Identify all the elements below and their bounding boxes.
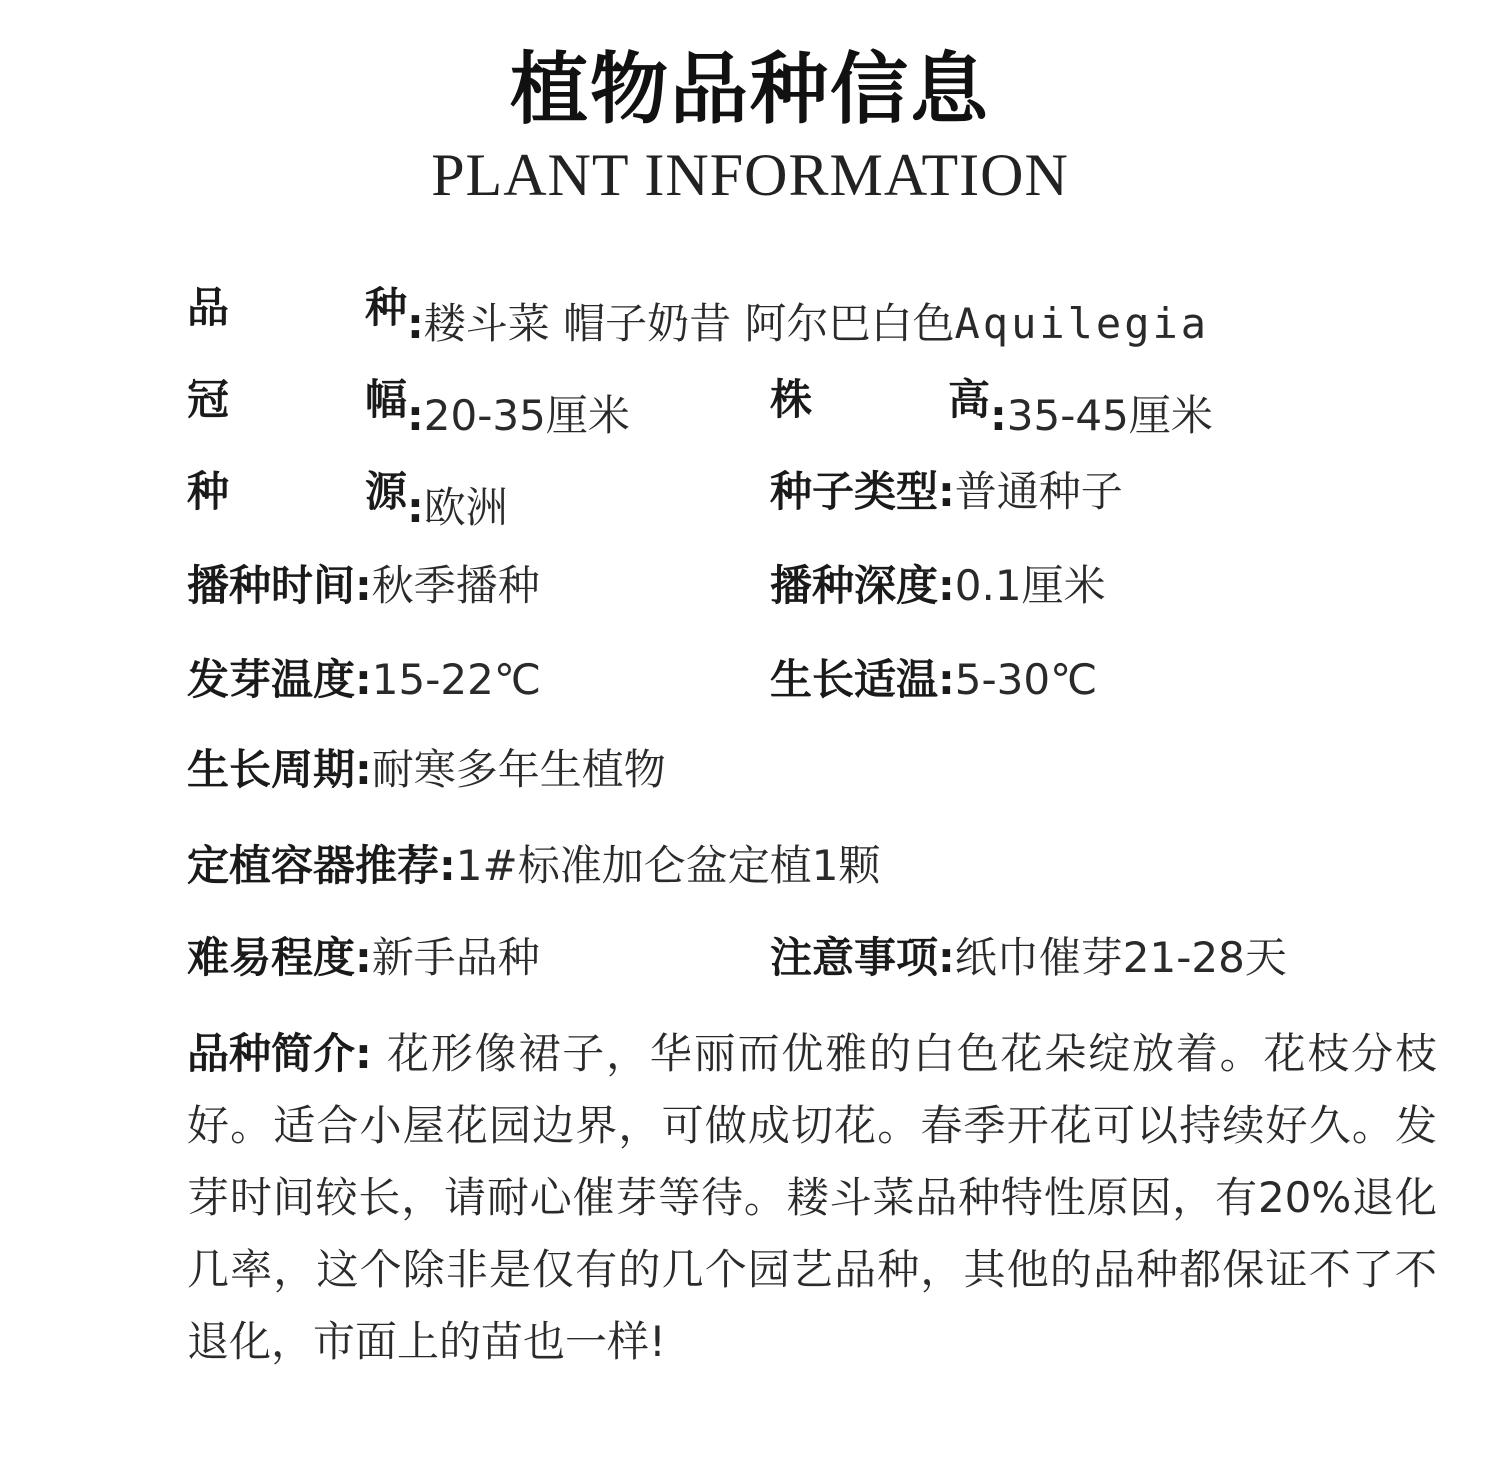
origin-label: 种 源	[187, 467, 407, 516]
container-label: 定植容器推荐:	[187, 841, 456, 890]
seed-type-row	[770, 462, 1123, 522]
sowing-depth-row	[770, 556, 1106, 616]
page-subtitle: PLANT INFORMATION	[431, 142, 1069, 208]
notes-row	[770, 928, 1287, 988]
crown-value: 20-35厘米	[423, 391, 630, 440]
height-row: 株 高 :35-45厘米	[770, 370, 1213, 430]
growth-temp-label: 生长适温:	[770, 655, 955, 704]
sowing-time-label: 播种时间:	[187, 561, 372, 610]
height-value: 35-45厘米	[1006, 391, 1213, 440]
variety-label: 品 种	[187, 283, 407, 332]
germination-temp-label: 发芽温度:	[187, 655, 372, 704]
seed-type-label: 种子类型:	[770, 467, 955, 516]
intro-label: 品种简介:	[187, 1029, 372, 1078]
notes-value: 纸巾催芽21-28天	[954, 933, 1287, 982]
sowing-time-value: 秋季播种	[371, 561, 540, 610]
container-row	[187, 836, 880, 896]
page-title: 植物品种信息	[509, 45, 990, 135]
growth-cycle-row	[187, 740, 666, 800]
sowing-depth-value: 0.1厘米	[954, 561, 1106, 610]
height-label: 株 高	[770, 375, 990, 424]
growth-temp-row	[770, 650, 1097, 710]
growth-cycle-value: 耐寒多年生植物	[371, 745, 666, 794]
difficulty-value: 新手品种	[371, 933, 540, 982]
variety-value: 耧斗菜 帽子奶昔 阿尔巴白色	[423, 299, 955, 348]
difficulty-label: 难易程度:	[187, 933, 372, 982]
sowing-time-row	[187, 556, 540, 616]
crown-label: 冠 幅	[187, 375, 407, 424]
notes-label: 注意事项:	[770, 933, 955, 982]
variety-latin: Aquilegia	[954, 299, 1210, 348]
intro-text: 花形像裙子，华丽而优雅的白色花朵绽放着。花枝分枝好。适合小屋花园边界，可做成切花。春季开花可以持续好久。发芽时间较长，请耐心催芽等待。耧斗菜品种特性原因，有20%退化几率，这个除非是仅有的几个园艺品种，其他的品种都保证不了不退化，市面上的苗也一样!	[187, 1029, 1437, 1366]
seed-type-value: 普通种子	[954, 467, 1123, 516]
germination-temp-row	[187, 650, 541, 710]
sowing-depth-label: 播种深度:	[770, 561, 955, 610]
variety-row	[187, 278, 1210, 348]
growth-temp-value: 5-30℃	[954, 655, 1098, 704]
variety-colon: :	[407, 299, 424, 348]
origin-value: 欧洲	[423, 483, 508, 532]
variety-intro	[187, 1018, 1437, 1378]
growth-cycle-label: 生长周期:	[187, 745, 372, 794]
crown-row: 冠 幅 :20-35厘米	[187, 370, 630, 430]
origin-row: 种 源 :欧洲	[187, 462, 508, 522]
germination-temp-value: 15-22℃	[371, 655, 542, 704]
container-value: 1#标准加仑盆定植1颗	[455, 841, 881, 890]
difficulty-row	[187, 928, 540, 988]
